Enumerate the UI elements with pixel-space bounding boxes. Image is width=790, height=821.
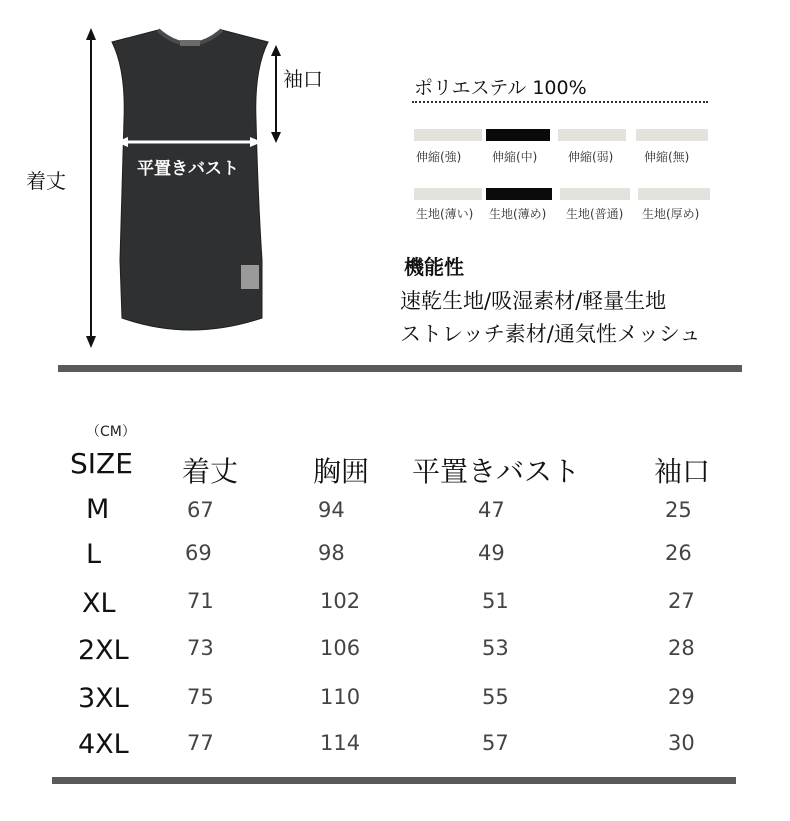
header-length: 着丈 xyxy=(182,455,239,488)
features-line-2: ストレッチ素材/通気性メッシュ xyxy=(400,322,701,346)
thickness-bar-thin xyxy=(414,188,482,200)
header-flat-bust: 平置きバスト xyxy=(412,455,581,488)
size-cell: M xyxy=(86,494,110,525)
garment-diagram xyxy=(0,0,400,360)
bust-cell: 55 xyxy=(482,685,509,709)
size-cell: XL xyxy=(82,588,116,619)
length-cell: 69 xyxy=(185,541,212,565)
bottom-divider xyxy=(52,777,736,784)
stretch-label-strong: 伸縮(強) xyxy=(416,150,462,164)
thickness-bar-thick xyxy=(638,188,710,200)
bust-label: 平置きバスト xyxy=(137,159,239,179)
size-cell: 3XL xyxy=(78,683,129,714)
sleeve-cell: 25 xyxy=(665,498,692,522)
unit-label: （CM） xyxy=(86,424,136,440)
length-label: 着丈 xyxy=(26,169,66,193)
bust-cell: 53 xyxy=(482,636,509,660)
sleeve-cell: 28 xyxy=(668,636,695,660)
chest-cell: 102 xyxy=(320,589,361,613)
chest-cell: 98 xyxy=(318,541,345,565)
sleeve-cell: 27 xyxy=(668,589,695,613)
stretch-bar-strong xyxy=(414,129,482,141)
length-cell: 71 xyxy=(187,589,214,613)
length-cell: 67 xyxy=(187,498,214,522)
thickness-bar-normal xyxy=(560,188,630,200)
sleeve-cell: 26 xyxy=(665,541,692,565)
stretch-label-medium: 伸縮(中) xyxy=(492,150,538,164)
header-sleeve: 袖口 xyxy=(654,455,711,488)
header-chest: 胸囲 xyxy=(313,455,370,488)
sleeve-cell: 30 xyxy=(668,731,695,755)
material-title-dotted-rule xyxy=(412,101,708,103)
bust-cell: 47 xyxy=(478,498,505,522)
length-cell: 77 xyxy=(187,731,214,755)
material-title: ポリエステル 100% xyxy=(414,77,587,99)
thickness-label-normal: 生地(普通) xyxy=(566,207,624,221)
bust-cell: 57 xyxy=(482,731,509,755)
size-cell: 4XL xyxy=(78,729,129,760)
length-cell: 73 xyxy=(187,636,214,660)
top-divider xyxy=(58,365,742,372)
size-cell: L xyxy=(86,539,102,570)
sleeve-label: 袖口 xyxy=(283,67,323,91)
chest-cell: 114 xyxy=(320,731,361,755)
stretch-label-none: 伸縮(無) xyxy=(644,150,690,164)
chest-cell: 94 xyxy=(318,498,345,522)
bust-cell: 49 xyxy=(478,541,505,565)
chest-cell: 110 xyxy=(320,685,361,709)
size-cell: 2XL xyxy=(78,635,129,666)
thickness-label-thinnish: 生地(薄め) xyxy=(489,207,547,221)
features-line-1: 速乾生地/吸湿素材/軽量生地 xyxy=(400,289,667,313)
length-cell: 75 xyxy=(187,685,214,709)
chest-cell: 106 xyxy=(320,636,361,660)
stretch-bar-none xyxy=(636,129,708,141)
sleeve-cell: 29 xyxy=(668,685,695,709)
neck-label xyxy=(180,40,200,46)
stretch-bar-weak xyxy=(558,129,626,141)
hem-tag xyxy=(241,265,259,289)
stretch-label-weak: 伸縮(弱) xyxy=(568,150,614,164)
features-title: 機能性 xyxy=(404,255,464,279)
header-size: SIZE xyxy=(70,447,133,480)
stretch-bar-medium xyxy=(486,129,550,141)
bust-cell: 51 xyxy=(482,589,509,613)
thickness-bar-thinnish xyxy=(486,188,552,200)
thickness-label-thin: 生地(薄い) xyxy=(416,207,474,221)
thickness-label-thick: 生地(厚め) xyxy=(642,207,700,221)
